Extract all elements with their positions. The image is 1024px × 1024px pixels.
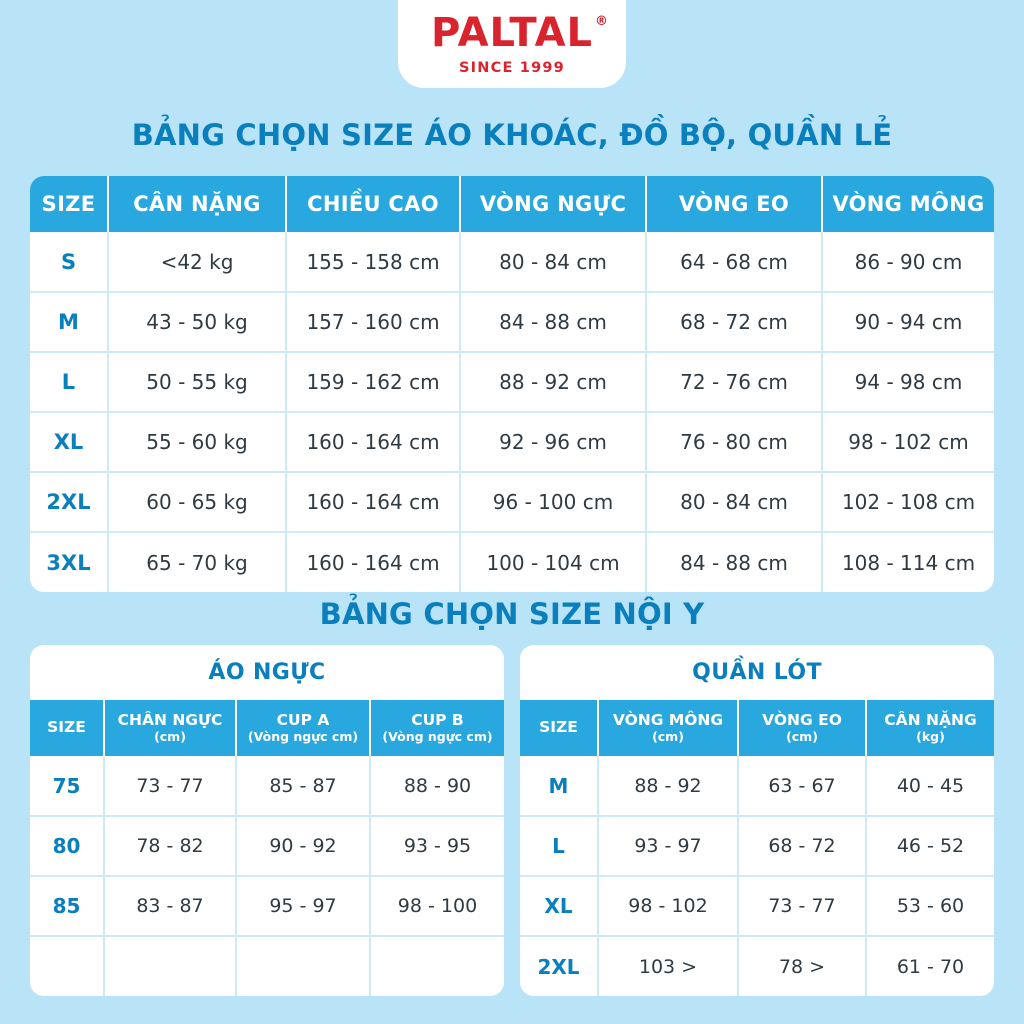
table-row	[30, 232, 994, 292]
col-header-cup-a-label: CUP A	[276, 710, 330, 729]
cell-height: 160 - 164 cm	[286, 532, 460, 592]
brand-logo	[398, 0, 626, 88]
table-row	[30, 876, 504, 936]
cell-weight: 50 - 55 kg	[108, 352, 286, 412]
cell-waist: 63 - 67	[738, 756, 866, 816]
cell-cup-b: 88 - 90	[370, 756, 504, 816]
col-header-hip-label: VÒNG MÔNG	[612, 710, 724, 729]
col-header-waist: VÒNG EO	[646, 176, 822, 232]
brand-name	[430, 10, 610, 56]
cell-bust: 84 - 88 cm	[460, 292, 646, 352]
table-row	[520, 816, 994, 876]
cell-waist: 78 >	[738, 936, 866, 996]
cell-size	[30, 936, 104, 996]
cell-bust: 96 - 100 cm	[460, 472, 646, 532]
cell-height: 159 - 162 cm	[286, 352, 460, 412]
main-size-table-card	[30, 176, 994, 592]
cell-size: 3XL	[30, 532, 108, 592]
cell-hip: 108 - 114 cm	[822, 532, 994, 592]
col-header-cup-b-unit: (Vòng ngực cm)	[382, 728, 493, 744]
cell-bust: 92 - 96 cm	[460, 412, 646, 472]
cell-hip: 93 - 97	[598, 816, 738, 876]
cell-size: S	[30, 232, 108, 292]
cell-size: M	[30, 292, 108, 352]
cell-size: L	[520, 816, 598, 876]
cell-waist: 68 - 72 cm	[646, 292, 822, 352]
cell-weight: 55 - 60 kg	[108, 412, 286, 472]
cell-weight: 43 - 50 kg	[108, 292, 286, 352]
table-row	[30, 292, 994, 352]
cell-size: 75	[30, 756, 104, 816]
cell-hip: 98 - 102	[598, 876, 738, 936]
cell-bust: 88 - 92 cm	[460, 352, 646, 412]
cell-hip: 90 - 94 cm	[822, 292, 994, 352]
col-header-cup-b	[370, 700, 504, 756]
col-header-size: SIZE	[30, 176, 108, 232]
cell-height: 157 - 160 cm	[286, 292, 460, 352]
cell-hip: 94 - 98 cm	[822, 352, 994, 412]
cell-waist: 68 - 72	[738, 816, 866, 876]
cell-weight: 46 - 52	[866, 816, 994, 876]
cell-height: 160 - 164 cm	[286, 472, 460, 532]
cell-bust: 100 - 104 cm	[460, 532, 646, 592]
table-row	[520, 756, 994, 816]
cell-cup-a: 90 - 92	[236, 816, 370, 876]
col-header-size	[520, 700, 598, 756]
cell-hip: 86 - 90 cm	[822, 232, 994, 292]
table-header-row	[30, 700, 504, 756]
cell-waist: 76 - 80 cm	[646, 412, 822, 472]
col-header-weight: CÂN NẶNG	[108, 176, 286, 232]
cell-waist: 72 - 76 cm	[646, 352, 822, 412]
cell-hip: 103 >	[598, 936, 738, 996]
cell-waist: 64 - 68 cm	[646, 232, 822, 292]
col-header-waist-label: VÒNG EO	[762, 710, 842, 729]
cell-weight: 61 - 70	[866, 936, 994, 996]
cell-underbust: 78 - 82	[104, 816, 236, 876]
cell-cup-b: 93 - 95	[370, 816, 504, 876]
cell-height: 155 - 158 cm	[286, 232, 460, 292]
cell-size: XL	[30, 412, 108, 472]
registered-trademark-icon: ®	[595, 14, 610, 29]
table-row	[30, 472, 994, 532]
cell-waist: 73 - 77	[738, 876, 866, 936]
page-title-main: BẢNG CHỌN SIZE ÁO KHOÁC, ĐỒ BỘ, QUẦN LẺ	[131, 118, 893, 152]
cell-bust: 80 - 84 cm	[460, 232, 646, 292]
col-header-cup-a-unit: (Vòng ngực cm)	[247, 728, 359, 744]
cell-underbust	[104, 936, 236, 996]
table-row	[30, 532, 994, 592]
page-title-innerwear: BẢNG CHỌN SIZE NỘI Y	[319, 597, 705, 631]
cell-hip: 102 - 108 cm	[822, 472, 994, 532]
col-header-weight	[866, 700, 994, 756]
panty-table-caption: QUẦN LÓT	[520, 645, 994, 700]
col-header-hip	[598, 700, 738, 756]
bra-table-caption: ÁO NGỰC	[30, 645, 504, 700]
cell-weight: 65 - 70 kg	[108, 532, 286, 592]
main-size-table	[30, 176, 994, 592]
table-header-row	[520, 700, 994, 756]
col-header-waist	[738, 700, 866, 756]
cell-size: L	[30, 352, 108, 412]
cell-cup-a: 95 - 97	[236, 876, 370, 936]
col-header-bust: VÒNG NGỰC	[460, 176, 646, 232]
cell-underbust: 73 - 77	[104, 756, 236, 816]
cell-cup-b	[370, 936, 504, 996]
col-header-size-label: SIZE	[539, 718, 578, 737]
cell-waist: 80 - 84 cm	[646, 472, 822, 532]
col-header-underbust-unit: (cm)	[154, 728, 186, 744]
table-row	[30, 816, 504, 876]
table-row-empty	[30, 936, 504, 996]
col-header-hip-unit: (cm)	[652, 728, 684, 744]
table-header-row	[30, 176, 994, 232]
col-header-cup-a	[236, 700, 370, 756]
cell-size: 2XL	[520, 936, 598, 996]
cell-weight: 40 - 45	[866, 756, 994, 816]
cell-cup-a	[236, 936, 370, 996]
table-row	[30, 412, 994, 472]
table-row	[520, 876, 994, 936]
cell-size: 2XL	[30, 472, 108, 532]
bra-size-table-card	[30, 645, 504, 996]
cell-underbust: 83 - 87	[104, 876, 236, 936]
col-header-weight-label: CÂN NẶNG	[884, 710, 977, 729]
table-row	[520, 936, 994, 996]
brand-name-text: PALTAL	[430, 10, 594, 56]
panty-size-table-card	[520, 645, 994, 996]
cell-weight: 53 - 60	[866, 876, 994, 936]
col-header-size	[30, 700, 104, 756]
cell-hip: 88 - 92	[598, 756, 738, 816]
cell-cup-a: 85 - 87	[236, 756, 370, 816]
panty-size-table	[520, 700, 994, 996]
col-header-hip: VÒNG MÔNG	[822, 176, 994, 232]
cell-size: M	[520, 756, 598, 816]
cell-waist: 84 - 88 cm	[646, 532, 822, 592]
cell-cup-b: 98 - 100	[370, 876, 504, 936]
col-header-underbust	[104, 700, 236, 756]
cell-height: 160 - 164 cm	[286, 412, 460, 472]
cell-size: 80	[30, 816, 104, 876]
col-header-weight-unit: (kg)	[916, 728, 945, 744]
cell-weight: <42 kg	[108, 232, 286, 292]
cell-size: 85	[30, 876, 104, 936]
cell-hip: 98 - 102 cm	[822, 412, 994, 472]
col-header-height: CHIỀU CAO	[286, 176, 460, 232]
cell-size: XL	[520, 876, 598, 936]
col-header-size-label: SIZE	[47, 718, 86, 737]
col-header-waist-unit: (cm)	[786, 728, 818, 744]
table-row	[30, 756, 504, 816]
bra-size-table	[30, 700, 504, 996]
table-row	[30, 352, 994, 412]
col-header-underbust-label: CHÂN NGỰC	[117, 710, 223, 729]
brand-tagline: SINCE 1999	[459, 60, 565, 76]
cell-weight: 60 - 65 kg	[108, 472, 286, 532]
col-header-cup-b-label: CUP B	[411, 710, 464, 729]
